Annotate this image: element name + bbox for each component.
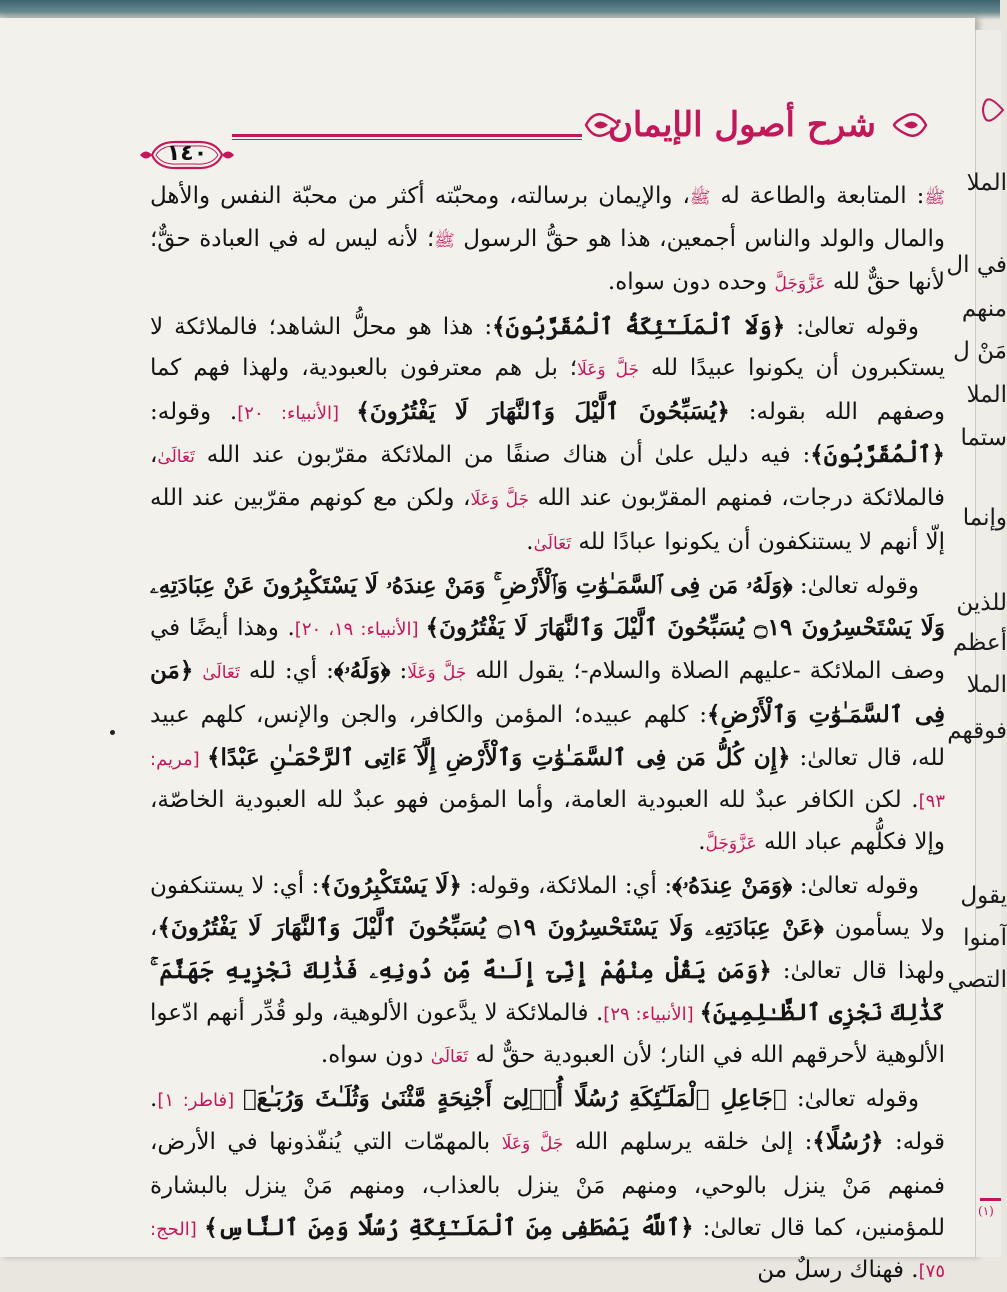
next-page-text-fragment: مَنْ ل [953, 338, 1007, 364]
next-page-footnote-marker: (١) [978, 1204, 994, 1218]
quran-verse: ﴿وَلَهُۥ مَن فِى ٱلسَّمَـٰوَٰتِ وَٱلْأَرْضِ ۚ وَمَنْ عِندَهُۥ لَا يَسْتَكْبِرُونَ عَنْ عِبَادَتِهِۦ وَلَا يَسْتَحْسِرُونَ ۝١٩ يُسَبِّحُونَ ٱلَّيْلَ وَٱلنَّهَارَ لَا يَفْتُرُونَ﴾ [150, 571, 945, 642]
paragraph [150, 176, 945, 306]
honorific-glyph: جَلَّ وَعَلَا [470, 490, 530, 511]
quran-verse: ﴿رُسُلًا﴾ [812, 1128, 884, 1156]
body-text-run: : أي: لا يستنكفون ولا يسأمون [150, 873, 945, 942]
quran-verse: ﴿وَلَا ٱلْمَلَـٰٓئِكَةُ ٱلْمُقَرَّبُونَ﴾ [492, 312, 786, 340]
body-text-run: . لكن الكافر عبدٌ لله العبودية العامة، وأما المؤمن فهو عبدٌ لله العبودية الخاصّة، وإلا فكلُّهم عباد الله [150, 786, 945, 856]
quran-verse: ﴿مَن فِى ٱلسَّمَـٰوَٰتِ وَٱلْأَرْضِ﴾ [150, 657, 946, 729]
book-title: شرح أصول الإيمان [607, 105, 877, 145]
book-page [0, 18, 975, 1284]
next-page-text-fragment: يقول [960, 883, 1007, 909]
quran-verse: ﴿يُسَبِّحُونَ ٱلَّيْلَ وَٱلنَّهَارَ لَا يَفْتُرُونَ﴾ [356, 398, 730, 426]
body-text-run: وحده دون سواه. [607, 269, 775, 296]
header-rule-thin [232, 139, 582, 140]
ink-speck [110, 730, 115, 735]
page-header [0, 18, 975, 168]
verse-reference: [الأنبياء: ٢٩] [603, 1003, 700, 1025]
quran-verse: ﴿ٱلْمُقَرَّبُونَ﴾ [810, 441, 945, 469]
honorific-glyph: ﷺ [924, 188, 945, 208]
next-page-text-fragment: منهم [961, 296, 1007, 322]
honorific-glyph: تَعَالَىٰ [157, 447, 195, 468]
verse-reference: [فاطر: ١] [157, 1090, 243, 1112]
honorific-glyph: تَعَالَىٰ [533, 533, 572, 554]
next-page-text-fragment: في ال [946, 252, 1007, 278]
paragraph [150, 306, 945, 565]
body-text-run: : [390, 658, 408, 685]
honorific-glyph: عَزَّوَجَلَّ [774, 274, 826, 295]
next-page-footnote-rule [980, 1198, 1001, 1201]
verse-reference: [الأنبياء: ٢٠] [237, 403, 357, 425]
body-text-run: دون سواه. [320, 1042, 431, 1069]
body-text-run: : إلىٰ خلقه يرسلهم الله [563, 1129, 813, 1156]
body-text-run: : هذا هو محلُّ الشاهد؛ فالملائكة لا يستكبرون أن يكونوا عبيدًا لله [150, 313, 945, 381]
body-text-run: ؛ لأنه ليس له في العبادة حقٌّ؛ لأنها حقٌّ لله [150, 226, 945, 296]
honorific-glyph: تَعَالَىٰ [202, 663, 240, 684]
honorific-glyph: عَزَّوَجَلَّ [705, 834, 757, 855]
quran-verse: ﴿وَمَنْ عِندَهُۥ﴾ [672, 872, 793, 900]
body-text-run: : أي: لله [239, 658, 334, 685]
honorific-glyph: جَلَّ وَعَلَا [407, 663, 467, 684]
body-text-run: . فالملائكة لا يدَّعون الألوهية، ولو قُدِّر أنهم ادّعوا الألوهية لأحرقهم الله في النار؛ لأن العبودية حقٌّ له [150, 999, 945, 1069]
body-text-run: وقوله تعالىٰ: [792, 873, 919, 900]
body-text-run: . [698, 829, 706, 856]
header-rule [232, 134, 582, 137]
verse-reference: [الحج: ٧٥] [150, 1218, 945, 1283]
paragraph [150, 1078, 945, 1292]
body-text-run: . فهناك رسلٌ من [757, 1257, 919, 1284]
next-page-text-fragment: الملا [966, 672, 1007, 698]
next-page-text-fragment: الملا [966, 382, 1007, 408]
next-page-text-fragment: للذين [956, 590, 1007, 616]
body-text-run: : المتابعة والطاعة له [710, 183, 925, 209]
body-text-run: . وهذا أيضًا في وصف الملائكة -عليهم الصلاة والسلام-؛ يقول الله [150, 615, 946, 685]
quran-verse: ﴿ٱللَّهُ يَصْطَفِى مِنَ ٱلْمَلَـٰٓئِكَةِ رُسُلًا وَمِنَ ٱلنَّاسِ﴾ [204, 1213, 694, 1241]
quran-verse: ﴿إِن كُلُّ مَن فِى ٱلسَّمَـٰوَٰتِ وَٱلْأَرْضِ إِلَّآ ءَاتِى ٱلرَّحْمَـٰنِ عَبْدًا﴾ [207, 743, 791, 771]
body-text-run: : أي: الملائكة، وقوله: [461, 873, 673, 900]
quran-verse: ﴿لَا يَسْتَكْبِرُونَ﴾ [319, 872, 462, 900]
body-text-run: وقوله تعالىٰ: [786, 1086, 919, 1113]
next-page-text-fragment: وإنما [962, 505, 1007, 531]
body-text-run: وقوله تعالىٰ: [785, 313, 919, 340]
paragraph [150, 565, 945, 865]
page-number: ١٤٠ [166, 141, 208, 166]
body-text-run: . وقوله: [150, 399, 238, 426]
quran-verse: ﴿وَلَهُۥ﴾ [333, 657, 391, 685]
honorific-glyph: تَعَالَىٰ [430, 1047, 469, 1068]
body-text-run: . قوله: [150, 1086, 945, 1156]
body-text-run: . [526, 528, 534, 555]
honorific-glyph: ﷺ [434, 231, 455, 252]
body-text-run: وقوله تعالىٰ: [792, 572, 919, 599]
next-page-text-fragment: ستما [960, 425, 1007, 451]
body-text-run: ، ولهذا قال تعالىٰ: [150, 915, 945, 984]
page-number-badge [138, 138, 236, 172]
background-strip [0, 0, 1000, 20]
next-page-text-fragment: أعظم [952, 630, 1007, 656]
honorific-glyph: ﷺ [689, 188, 711, 208]
quran-verse: ﴿عَنْ عِبَادَتِهِۦ وَلَا يَسْتَحْسِرُونَ ۝١٩ يُسَبِّحُونَ ٱلَّيْلَ وَٱلنَّهَارَ لَا يَفْتُرُونَ﴾ [157, 914, 824, 942]
verse-reference: [الأنبياء: ١٩، ٢٠] [294, 619, 426, 641]
honorific-glyph: جَلَّ وَعَلَا [577, 359, 640, 380]
honorific-glyph: جَلَّ وَعَلَا [501, 1134, 564, 1155]
page-body-text [150, 176, 945, 1292]
next-page-text-fragment: الملا [966, 170, 1007, 196]
body-text-run: ؛ بل هم معترفون بالعبودية، ولهذا فهم كما وصفهم الله بقوله: [150, 354, 945, 426]
body-text-run: : فيه دليل علىٰ أن هناك صنفًا من الملائكة مقرّبون عند الله [194, 442, 811, 469]
next-page-text-fragment: آمنوا [963, 925, 1007, 951]
body-text-run: : كلهم عبيده؛ المؤمن والكافر، والجن والإنس، كلهم عبيد لله، قال تعالىٰ: [150, 702, 945, 771]
paragraph [150, 865, 945, 1078]
next-page-edge [946, 30, 1007, 1257]
body-text-run: ، فالملائكة درجات، فمنهم المقرّبون عند الله [150, 442, 945, 512]
title-ornament-right-icon [890, 108, 930, 142]
quran-verse: ﴿جَاعِلِ ٱلْمَلَـٰٓئِكَةِ رُسُلًا أُو۟لِىٓ أَجْنِحَةٍ مَّثْنَىٰ وَثُلَـٰثَ وَرُبَـٰعَ﴾ [242, 1085, 787, 1113]
next-page-text-fragment: التصي [947, 967, 1007, 993]
next-page-ornament-icon [979, 90, 1003, 130]
verse-reference: [مريم: ٩٣] [150, 748, 945, 812]
body-text-run: ، ولكن مع كونهم مقرّبين عند الله إلّا أنهم لا يستنكفون أن يكونوا عبادًا لله [150, 485, 945, 555]
quran-verse: ﴿وَمَن يَقُلْ مِنْهُمْ إِنِّىٓ إِلَـٰهٌ مِّن دُونِهِۦ فَذَٰلِكَ نَجْزِيهِ جَهَنَّمَ ۚ كَذَٰلِكَ نَجْزِى ٱلظَّـٰلِمِينَ﴾ [150, 956, 945, 1026]
next-page-text-fragment: فوقهم [947, 718, 1007, 744]
body-text-run: ، والإيمان برسالته، ومحبّته أكثر من محبّة النفس والأهل والمال والولد والناس أجمعين، هذا هو حقُّ الرسول [150, 183, 945, 253]
body-text-run: بالمهمّات التي يُنفّذونها في الأرض، فمنهم مَنْ ينزل بالوحي، ومنهم مَنْ ينزل بالعذاب، ومنهم مَنْ ينزل بالبشارة للمؤمنين، كما قال تعالىٰ: [150, 1129, 946, 1241]
